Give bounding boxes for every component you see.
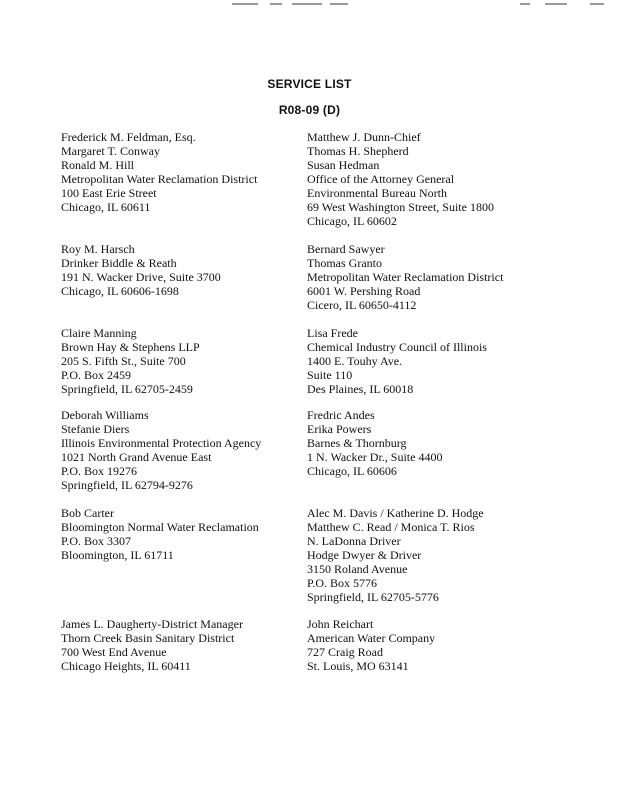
service-entry-right: Alec M. Davis / Katherine D. Hodge Matthew C. Read / Monica T. Rios N. LaDonna Driver Hodge Dwyer & Driver 3150 Roland Avenue P.O. Box 5776 Springfield, IL 62705-5776: [307, 506, 484, 604]
service-row: [61, 326, 561, 408]
service-entry-right: Fredric Andes Erika Powers Barnes & Thornburg 1 N. Wacker Dr., Suite 4400 Chicago, IL 60606: [307, 408, 443, 478]
service-row: [61, 130, 561, 242]
service-entry-left: Bob Carter Bloomington Normal Water Reclamation P.O. Box 3307 Bloomington, IL 61711: [61, 506, 259, 562]
service-row: [61, 242, 561, 326]
service-list: [61, 130, 561, 677]
fax-header-marks: [0, 0, 619, 10]
service-entry-right: Lisa Frede Chemical Industry Council of Illinois 1400 E. Touhy Ave. Suite 110 Des Plaines, IL 60018: [307, 326, 487, 396]
service-row: [61, 617, 561, 677]
service-entry-right: Matthew J. Dunn-Chief Thomas H. Shepherd Susan Hedman Office of the Attorney General Environmental Bureau North 69 West Washington Street, Suite 1800 Chicago, IL 60602: [307, 130, 494, 228]
service-entry-left: Claire Manning Brown Hay & Stephens LLP 205 S. Fifth St., Suite 700 P.O. Box 2459 Springfield, IL 62705-2459: [61, 326, 200, 396]
service-entry-left: Frederick M. Feldman, Esq. Margaret T. Conway Ronald M. Hill Metropolitan Water Reclamation District 100 East Erie Street Chicago, IL 60611: [61, 130, 258, 214]
service-row: [61, 506, 561, 617]
service-entry-left: Deborah Williams Stefanie Diers Illinois Environmental Protection Agency 1021 North Grand Avenue East P.O. Box 19276 Springfield, IL 62794-9276: [61, 408, 262, 492]
service-entry-right: John Reichart American Water Company 727 Craig Road St. Louis, MO 63141: [307, 617, 436, 673]
service-entry-left: James L. Daugherty-District Manager Thorn Creek Basin Sanitary District 700 West End Avenue Chicago Heights, IL 60411: [61, 617, 243, 673]
page-title: SERVICE LIST: [267, 77, 352, 91]
docket-number: R08-09 (D): [278, 103, 341, 117]
service-entry-right: Bernard Sawyer Thomas Granto Metropolitan Water Reclamation District 6001 W. Pershing Road Cicero, IL 60650-4112: [307, 242, 504, 312]
service-entry-left: Roy M. Harsch Drinker Biddle & Reath 191 N. Wacker Drive, Suite 3700 Chicago, IL 60606-1698: [61, 242, 221, 298]
service-row: [61, 408, 561, 506]
